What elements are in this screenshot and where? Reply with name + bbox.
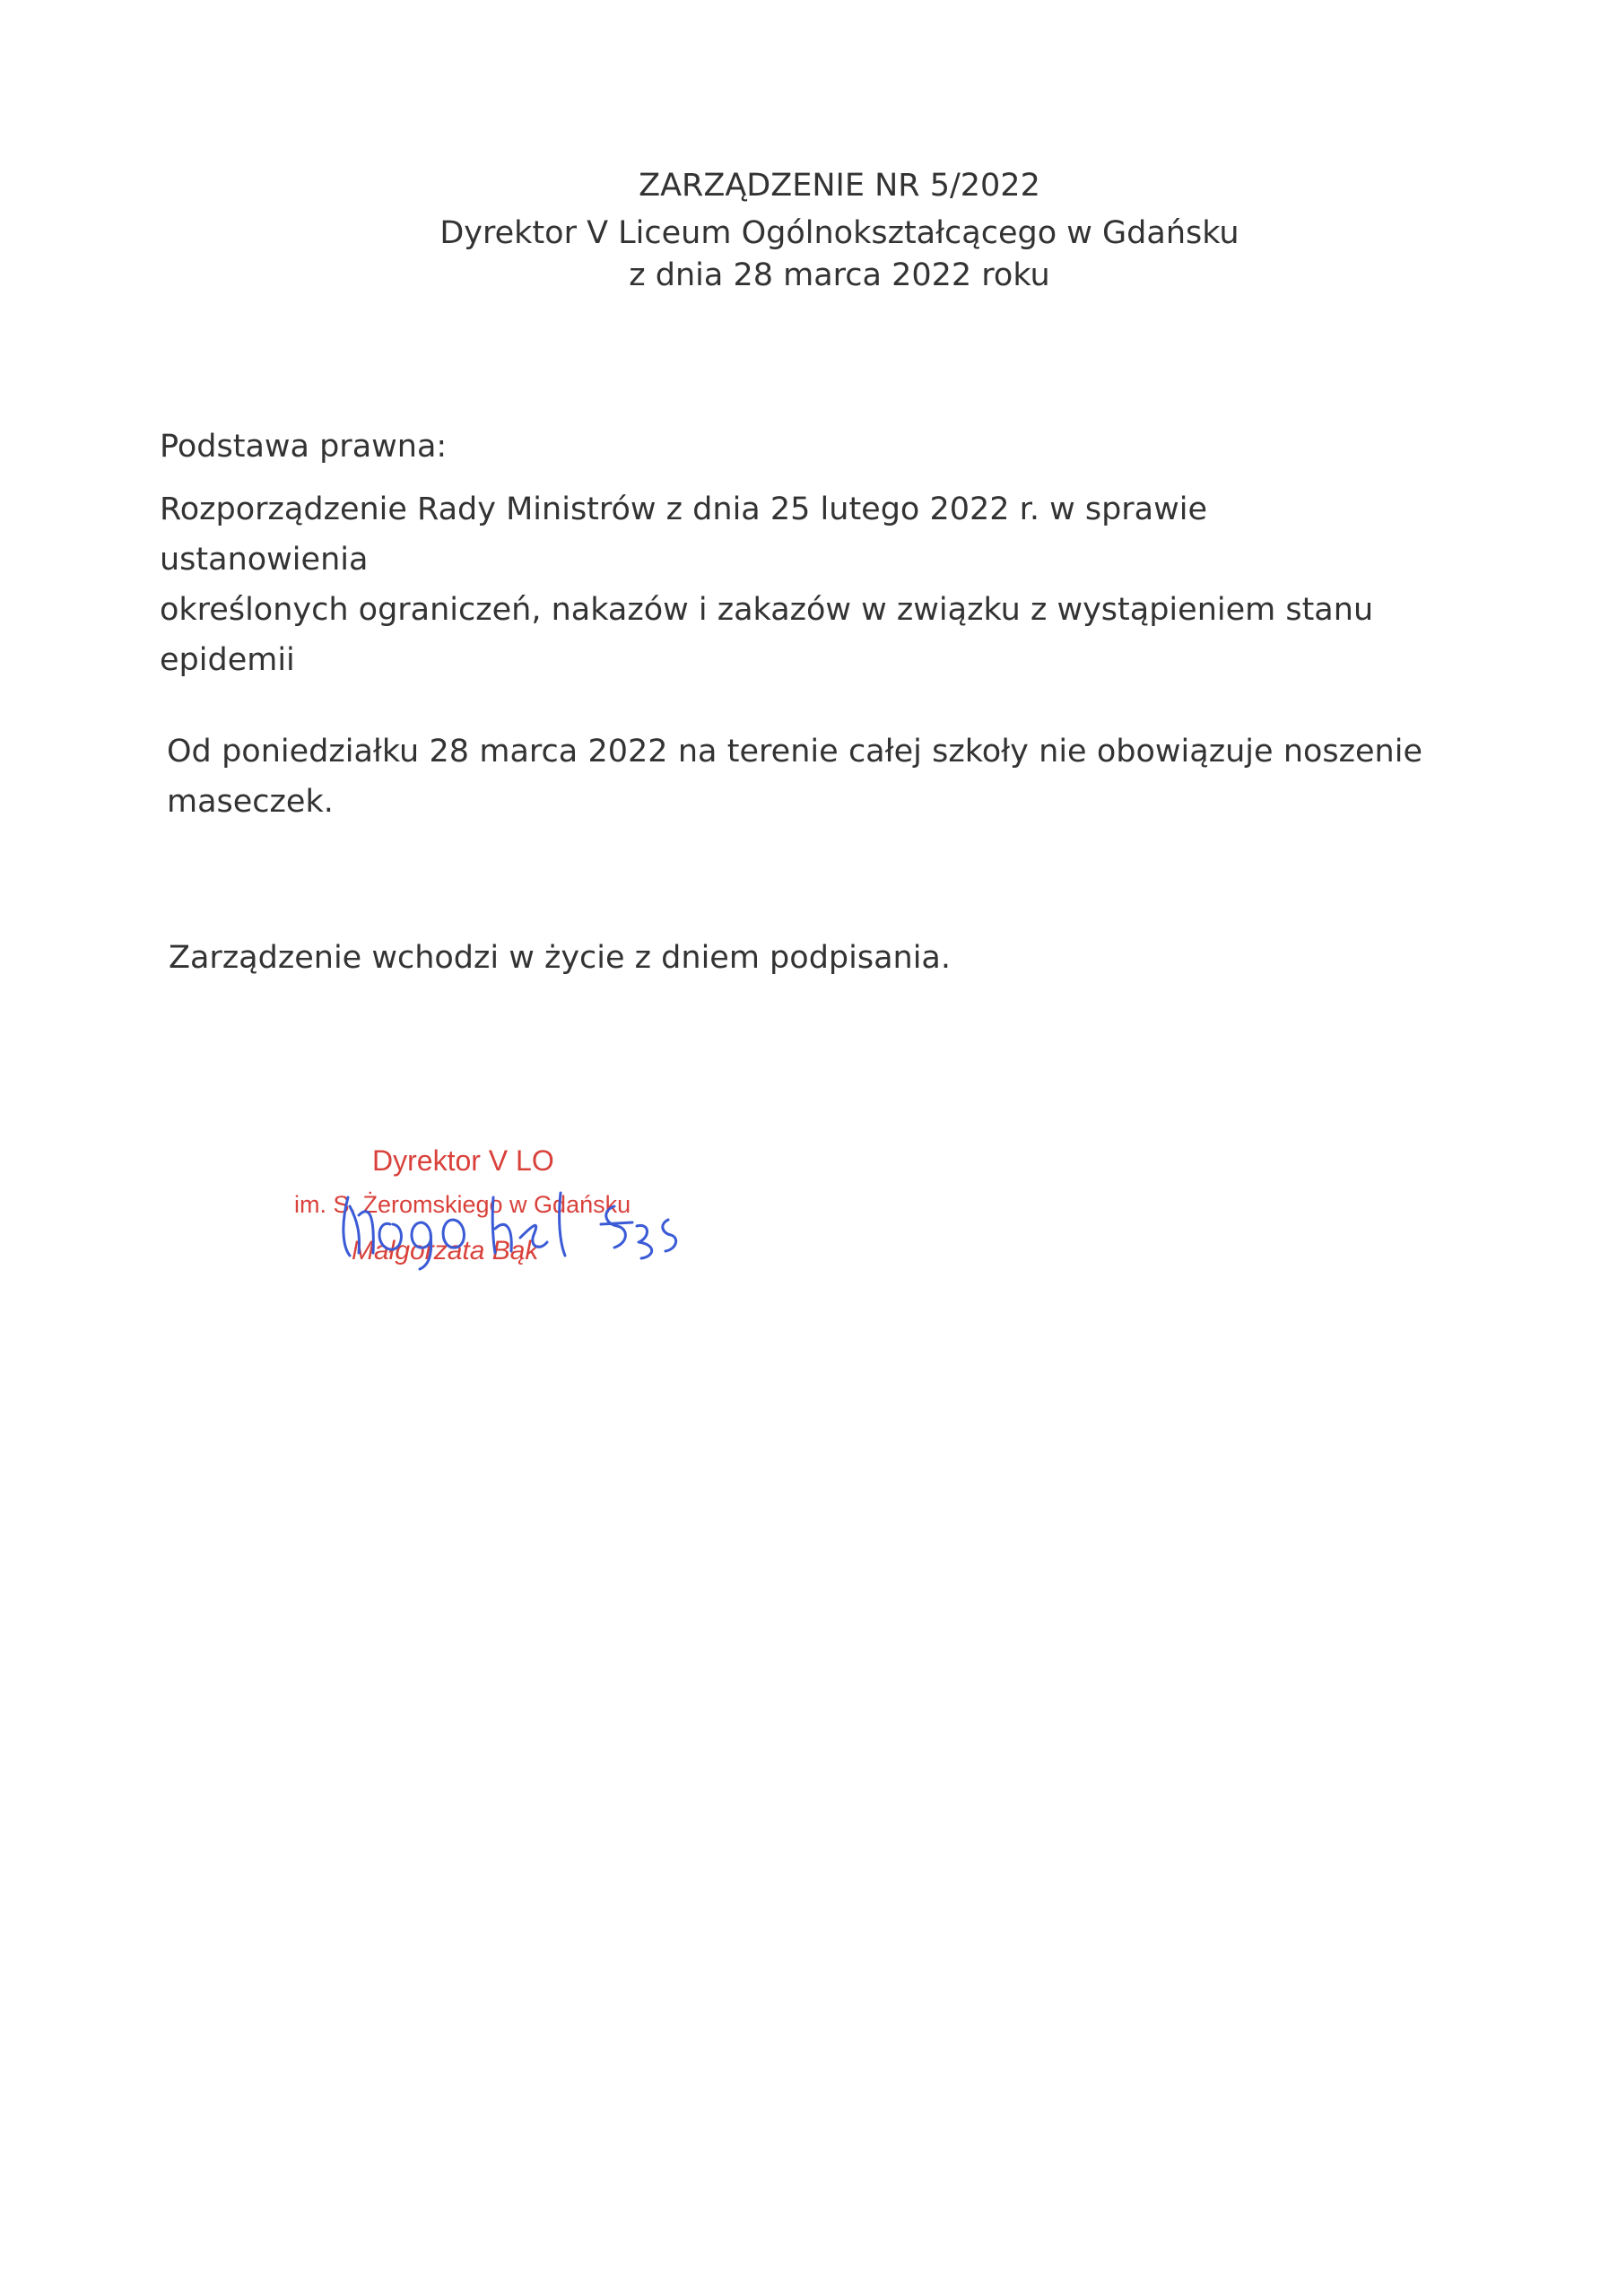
regulation-line: Rozporządzenie Rady Ministrów z dnia 25 lutego 2022 r. w sprawie ustanowienia bbox=[160, 491, 1208, 578]
document-date-text: z dnia 28 marca 2022 roku bbox=[629, 257, 1050, 293]
legal-basis-label: Podstawa prawna: bbox=[160, 429, 448, 465]
decision-paragraph: Od poniedziałku 28 marca 2022 na terenie całej szkoły nie obowiązuje noszenie maseczek. bbox=[167, 734, 1422, 820]
document-issuer-text: Dyrektor V Liceum Ogólnokształcącego w Gdańsku bbox=[439, 215, 1239, 251]
document-issuer bbox=[0, 211, 1609, 256]
stamp-school: im. S. Żeromskiego w Gdańsku bbox=[294, 1191, 631, 1218]
regulation-line: określonych ograniczeń, nakazów i zakazów w związku z wystąpieniem stanu bbox=[160, 592, 1374, 628]
document-date bbox=[0, 253, 1609, 298]
handwritten-signature bbox=[305, 1170, 682, 1278]
document-title-text: ZARZĄDZENIE NR 5/2022 bbox=[639, 168, 1040, 204]
stamp-name: Małgorzata Bąk bbox=[352, 1236, 539, 1265]
document-title bbox=[0, 163, 1609, 208]
effective-date-paragraph: Zarządzenie wchodzi w życie z dniem podpisania. bbox=[169, 940, 952, 976]
regulation-paragraph bbox=[160, 484, 1424, 685]
stamp-title: Dyrektor V LO bbox=[372, 1144, 554, 1177]
regulation-line: epidemii bbox=[160, 642, 295, 678]
